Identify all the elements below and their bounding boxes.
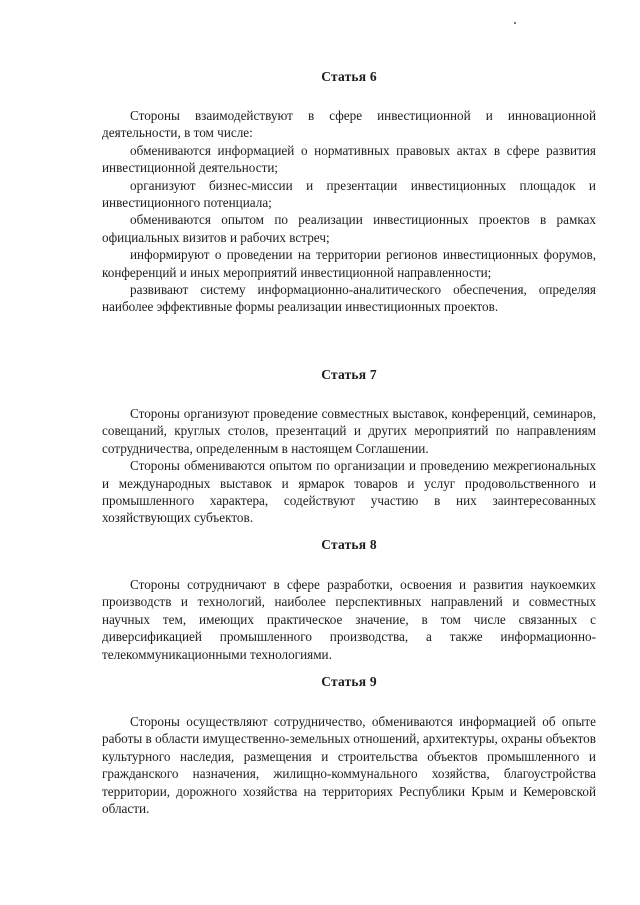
article-6	[102, 68, 596, 316]
article-7-title: Статья 7	[321, 367, 377, 382]
article-8-paragraph-1: Стороны сотрудничают в сфере разработки, освоения и развития наукоемких производств и технологий, наиболее перспективных направлений и совместных научных тем, имеющих практическое значение, в том числе связанных с диверсификацией промышленного производства, а также информационно-телекоммуникационными технологиями.	[102, 577, 596, 662]
article-6-paragraph-6: развивают систему информационно-аналитического обеспечения, определяя наиболее эффективные формы реализации инвестиционных проектов.	[102, 282, 596, 315]
article-7	[102, 366, 596, 527]
article-9	[102, 673, 596, 817]
scan-speck	[514, 22, 516, 24]
article-9-title: Статья 9	[321, 674, 377, 689]
article-9-paragraph-1: Стороны осуществляют сотрудничество, обмениваются информацией об опыте работы в области имущественно-земельных отношений, архитектуры, охраны объектов культурного наследия, размещения и строительства объектов промышленного и гражданского назначения, жилищно-коммунального хозяйства, благоустройства территории, дорожного хозяйства на территориях Республики Крым и Кемеровской области.	[102, 714, 596, 817]
article-6-paragraph-4: обмениваются опытом по реализации инвестиционных проектов в рамках официальных визитов и рабочих встреч;	[102, 212, 596, 245]
article-7-paragraph-1: Стороны организуют проведение совместных выставок, конференций, семинаров, совещаний, круглых столов, презентаций и других мероприятий по направлениям сотрудничества, определенным в настоящем Соглашении.	[102, 406, 596, 456]
article-8	[102, 536, 596, 663]
article-6-paragraph-1: Стороны взаимодействуют в сфере инвестиционной и инновационной деятельности, в том числе:	[102, 108, 596, 141]
article-7-paragraph-2: Стороны обмениваются опытом по организации и проведению межрегиональных и международных выставок и ярмарок товаров и услуг продовольственного и промышленного характера, содействуют участию в них заинтересованных хозяйствующих субъектов.	[102, 458, 596, 526]
article-8-title: Статья 8	[321, 537, 377, 552]
article-6-paragraph-5: информируют о проведении на территории регионов инвестиционных форумов, конференций и иных мероприятий инвестиционной направленности;	[102, 247, 596, 280]
article-6-paragraph-3: организуют бизнес-миссии и презентации инвестиционных площадок и инвестиционного потенциала;	[102, 177, 596, 211]
article-6-paragraph-2: обмениваются информацией о нормативных правовых актах в сфере развития инвестиционной деятельности;	[102, 142, 596, 176]
article-6-title: Статья 6	[321, 69, 377, 84]
